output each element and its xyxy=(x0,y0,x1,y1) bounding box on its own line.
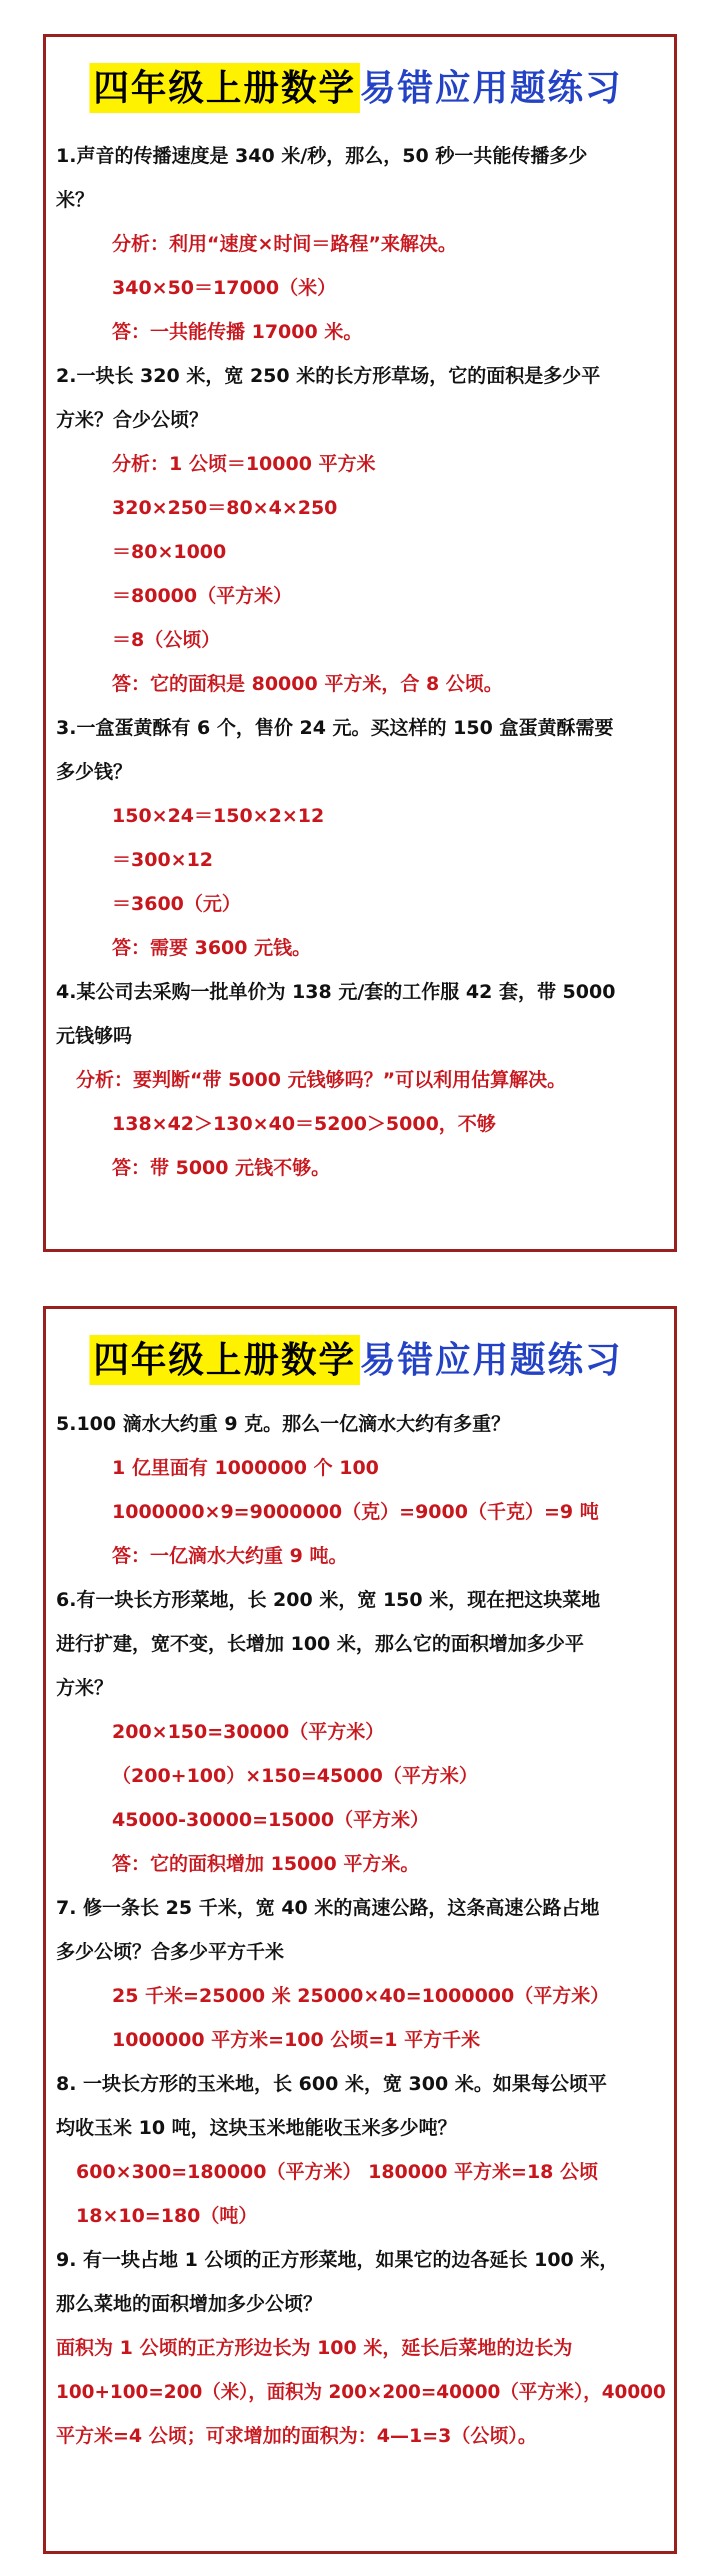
question-line: 4.某公司去采购一批单价为 138 元/套的工作服 42 套，带 5000 xyxy=(56,981,616,1003)
question-line: 那么菜地的面积增加多少公顷？ xyxy=(56,2293,323,2315)
question-line: 3.一盒蛋黄酥有 6 个，售价 24 元。买这样的 150 盒蛋黄酥需要 xyxy=(56,717,614,739)
worksheet-title xyxy=(46,63,666,113)
question-line: 9. 有一块占地 1 公顷的正方形菜地，如果它的边各延长 100 米， xyxy=(56,2249,619,2271)
title-highlighted: 四年级上册数学 xyxy=(89,1335,360,1385)
answer-line: 150×24＝150×2×12 xyxy=(112,805,325,827)
question-line: 元钱够吗 xyxy=(56,1025,133,1047)
answer-line: 答：它的面积是 80000 平方米，合 8 公顷。 xyxy=(112,673,503,695)
question-line: 7. 修一条长 25 千米，宽 40 米的高速公路，这条高速公路占地 xyxy=(56,1897,600,1919)
worksheet-card-1 xyxy=(43,34,677,1252)
question-line: 6.有一块长方形菜地，长 200 米，宽 150 米，现在把这块菜地 xyxy=(56,1589,601,1611)
answer-line: 分析：要判断“带 5000 元钱够吗？”可以利用估算解决。 xyxy=(76,1069,567,1091)
answer-line: ＝300×12 xyxy=(112,849,214,871)
question-line: 8. 一块长方形的玉米地，长 600 米，宽 300 米。如果每公顷平 xyxy=(56,2073,607,2095)
answer-line: 答：它的面积增加 15000 平方米。 xyxy=(112,1853,420,1875)
question-line: 方米？ xyxy=(56,1677,114,1699)
answer-line: 分析：利用“速度×时间＝路程”来解决。 xyxy=(112,233,457,255)
answer-line: 1000000×9=9000000（克）=9000（千克）=9 吨 xyxy=(112,1501,599,1523)
answer-line: 200×150=30000（平方米） xyxy=(112,1721,385,1743)
answer-line: ＝80×1000 xyxy=(112,541,227,563)
question-line: 1.声音的传播速度是 340 米/秒，那么，50 秒一共能传播多少 xyxy=(56,145,588,167)
title-highlighted: 四年级上册数学 xyxy=(89,63,360,113)
question-line: 多少钱？ xyxy=(56,761,133,783)
answer-line: 答：需要 3600 元钱。 xyxy=(112,937,312,959)
question-line: 均收玉米 10 吨，这块玉米地能收玉米多少吨？ xyxy=(56,2117,457,2139)
title-subtitle: 易错应用题练习 xyxy=(359,1339,623,1381)
worksheet-card-2 xyxy=(43,1306,677,2554)
answer-line: ＝80000（平方米） xyxy=(112,585,293,607)
answer-line: 答：一共能传播 17000 米。 xyxy=(112,321,363,343)
question-line: 多少公顷？合多少平方千米 xyxy=(56,1941,285,1963)
question-line: 方米？合少公顷？ xyxy=(56,409,209,431)
answer-line: 100+100=200（米），面积为 200×200=40000（平方米），40000 xyxy=(56,2381,666,2403)
answer-line: 18×10=180（吨） xyxy=(76,2205,258,2227)
title-subtitle: 易错应用题练习 xyxy=(359,67,623,109)
answer-line: 320×250＝80×4×250 xyxy=(112,497,338,519)
answer-line: 600×300=180000（平方米） 180000 平方米=18 公顷 xyxy=(76,2161,599,2183)
answer-line: 1 亿里面有 1000000 个 100 xyxy=(112,1457,379,1479)
answer-line: ＝8（公顷） xyxy=(112,629,221,651)
answer-line: 答：带 5000 元钱不够。 xyxy=(112,1157,331,1179)
worksheet-title xyxy=(46,1335,666,1385)
answer-line: （200+100）×150=45000（平方米） xyxy=(112,1765,478,1787)
answer-line: 25 千米=25000 米 25000×40=1000000（平方米） xyxy=(112,1985,610,2007)
answer-line: 答：一亿滴水大约重 9 吨。 xyxy=(112,1545,348,1567)
answer-line: 面积为 1 公顷的正方形边长为 100 米，延长后菜地的边长为 xyxy=(56,2337,573,2359)
answer-line: 1000000 平方米=100 公顷=1 平方千米 xyxy=(112,2029,481,2051)
question-line: 进行扩建，宽不变，长增加 100 米，那么它的面积增加多少平 xyxy=(56,1633,584,1655)
question-line: 5.100 滴水大约重 9 克。那么一亿滴水大约有多重？ xyxy=(56,1413,511,1435)
answer-line: 平方米=4 公顷；可求增加的面积为：4—1=3（公顷）。 xyxy=(56,2425,537,2447)
answer-line: 45000-30000=15000（平方米） xyxy=(112,1809,430,1831)
answer-line: 138×42＞130×40＝5200＞5000，不够 xyxy=(112,1113,496,1135)
question-line: 2.一块长 320 米，宽 250 米的长方形草场，它的面积是多少平 xyxy=(56,365,601,387)
answer-line: ＝3600（元） xyxy=(112,893,241,915)
question-line: 米？ xyxy=(56,189,95,211)
answer-line: 分析：1 公顷＝10000 平方米 xyxy=(112,453,376,475)
answer-line: 340×50＝17000（米） xyxy=(112,277,337,299)
